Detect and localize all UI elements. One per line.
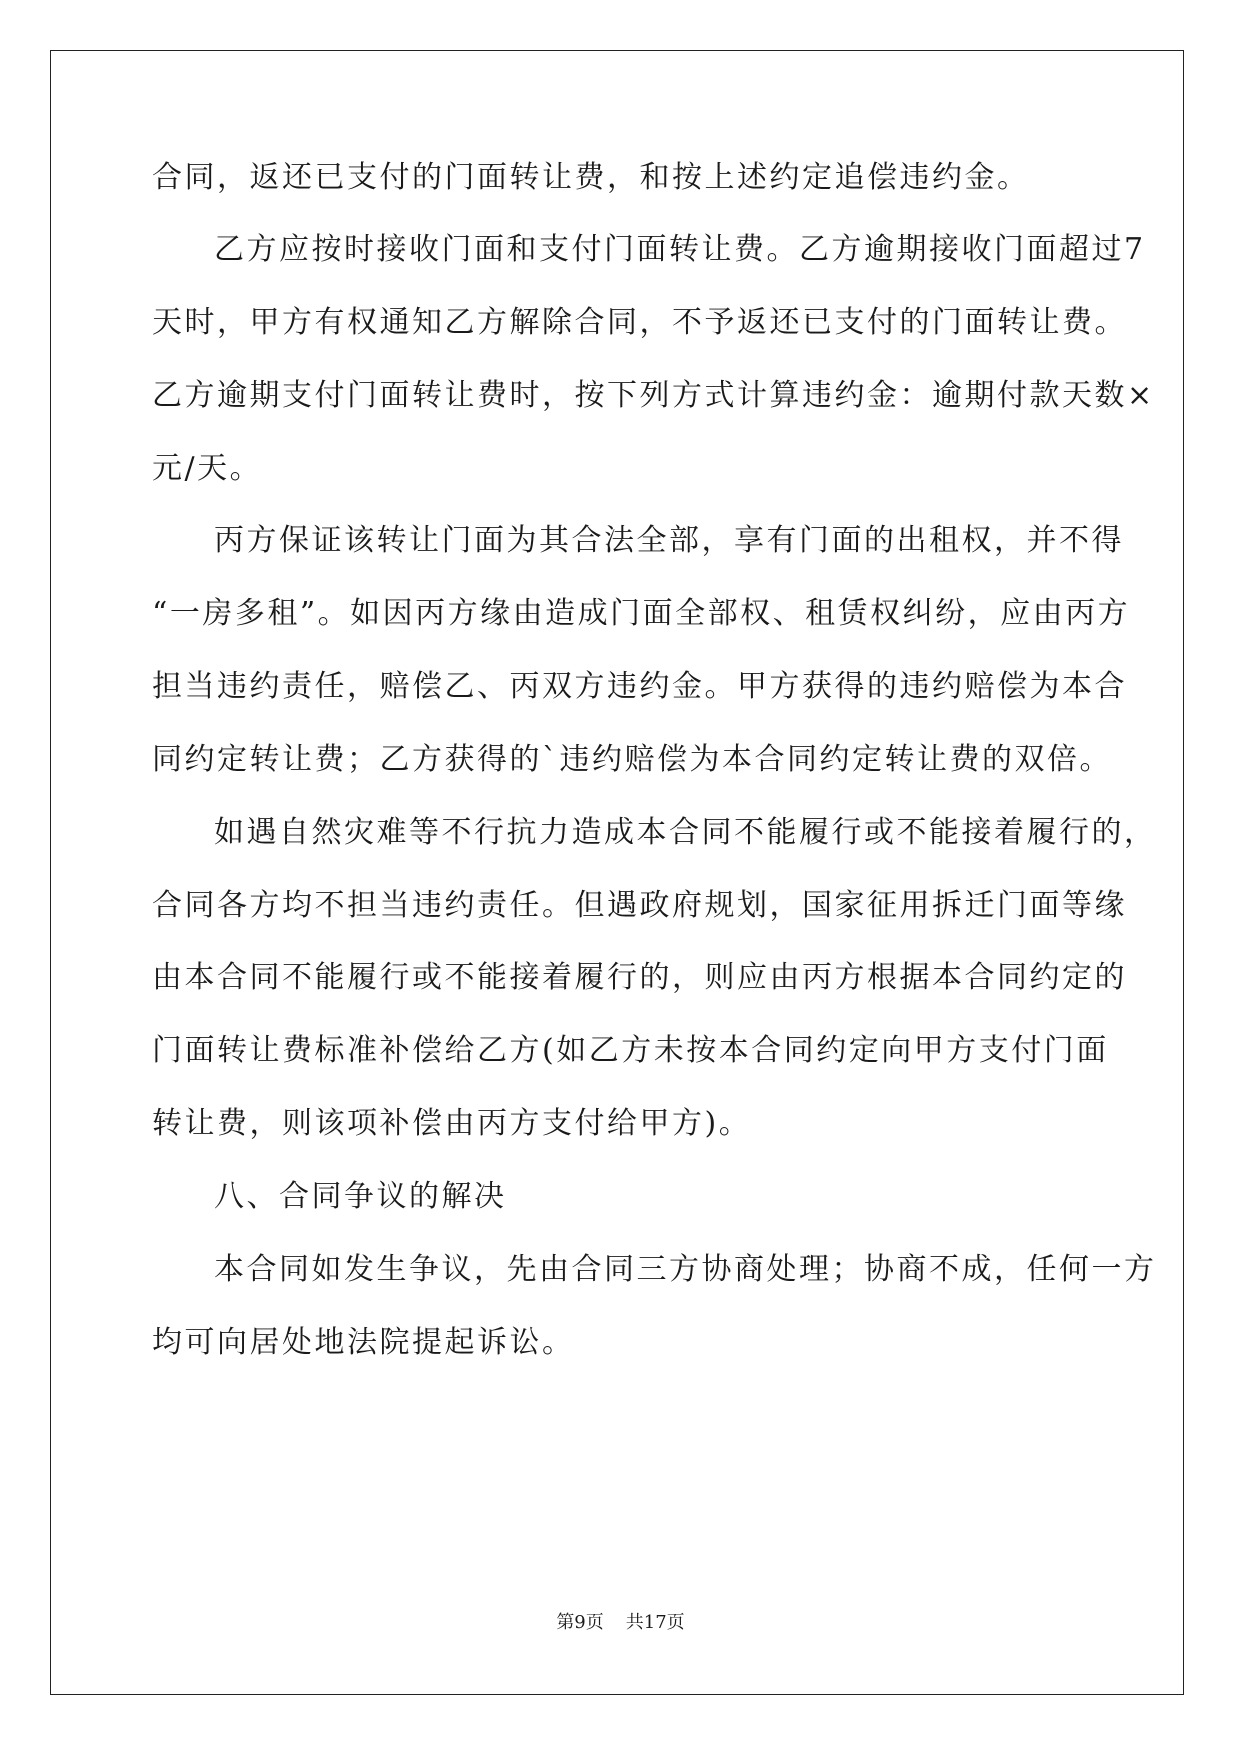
page-total: 共17页 xyxy=(625,1612,685,1633)
text-line: 担当违约责任，赔偿乙、丙双方违约金。甲方获得的违约赔偿为本合 xyxy=(152,669,1127,704)
text-line: “一房多租”。如因丙方缘由造成门面全部权、租赁权纠纷，应由丙方 xyxy=(152,596,1131,631)
paragraph-start: 本合同如发生争议，先由合同三方协商处理；协商不成，任何一方 xyxy=(214,1252,1157,1287)
text-line: 乙方逾期支付门面转让费时，按下列方式计算违约金：逾期付款天数× xyxy=(152,378,1155,413)
text-line: 由本合同不能履行或不能接着履行的，则应由丙方根据本合同约定的 xyxy=(152,960,1127,995)
page-border xyxy=(50,50,1184,1695)
text-line: 均可向居处地法院提起诉讼。 xyxy=(152,1325,575,1360)
text-line: 转让费，则该项补偿由丙方支付给甲方)。 xyxy=(152,1106,752,1141)
paragraph-start: 如遇自然灾难等不行抗力造成本合同不能履行或不能接着履行的， xyxy=(214,815,1157,850)
text-line: 天时，甲方有权通知乙方解除合同，不予返还已支付的门面转让费。 xyxy=(152,305,1127,340)
text-line: 合同，返还已支付的门面转让费，和按上述约定追偿违约金。 xyxy=(152,160,1030,195)
text-line: 元/天。 xyxy=(152,451,263,486)
paragraph-start: 乙方应按时接收门面和支付门面转让费。乙方逾期接收门面超过7 xyxy=(214,232,1146,267)
text-line: 同约定转让费；乙方获得的`违约赔偿为本合同约定转让费的双倍。 xyxy=(152,742,1112,777)
paragraph-start: 丙方保证该转让门面为其合法全部，享有门面的出租权，并不得 xyxy=(214,523,1124,558)
page-footer xyxy=(0,1611,1241,1635)
text-line: 门面转让费标准补偿给乙方(如乙方未按本合同约定向甲方支付门面 xyxy=(152,1033,1109,1068)
section-heading: 八、合同争议的解决 xyxy=(214,1179,507,1214)
text-line: 合同各方均不担当违约责任。但遇政府规划，国家征用拆迁门面等缘 xyxy=(152,888,1127,923)
page-number: 第9页 xyxy=(556,1612,604,1633)
